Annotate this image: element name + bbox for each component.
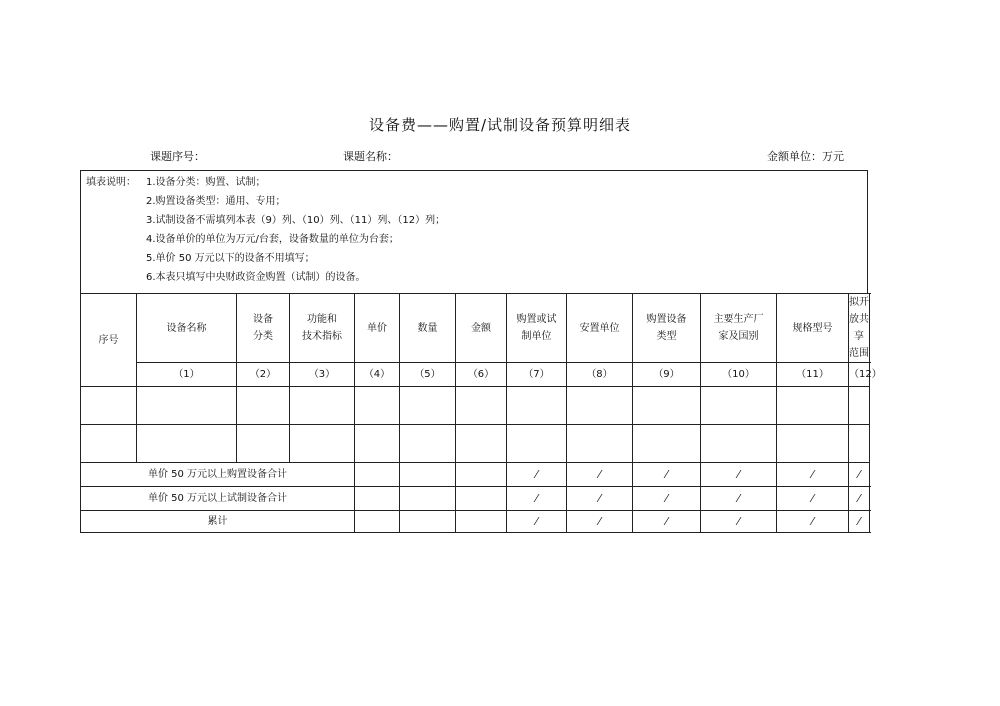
table-cell bbox=[355, 463, 400, 487]
table-cell bbox=[355, 511, 400, 533]
table-cell bbox=[567, 387, 633, 425]
header-row bbox=[81, 294, 870, 363]
col-number: （1） bbox=[137, 363, 237, 387]
header-model: 规格型号 bbox=[777, 294, 849, 363]
col-number: （5） bbox=[400, 363, 456, 387]
table-cell bbox=[849, 425, 870, 463]
slash-mark: ⁄ bbox=[777, 511, 849, 533]
header-amount: 金额 bbox=[456, 294, 507, 363]
summary-label: 单价 50 万元以上试制设备合计 bbox=[81, 487, 355, 511]
header-quantity: 数量 bbox=[400, 294, 456, 363]
table-cell bbox=[507, 387, 567, 425]
slash-mark: ⁄ bbox=[633, 511, 701, 533]
table-cell bbox=[137, 387, 237, 425]
table-cell bbox=[777, 387, 849, 425]
table-cell bbox=[400, 511, 456, 533]
table-cell bbox=[633, 425, 701, 463]
summary-label: 累计 bbox=[81, 511, 355, 533]
instruction-line: 4.设备单价的单位为万元/台套，设备数量的单位为台套； bbox=[146, 234, 399, 245]
instruction-line: 3.试制设备不需填列本表（9）列、（10）列、（11）列、（12）列； bbox=[146, 215, 446, 226]
project-number-label: 课题序号： bbox=[150, 150, 205, 163]
col-number: （6） bbox=[456, 363, 507, 387]
summary-row bbox=[81, 463, 870, 487]
slash-mark: ⁄ bbox=[849, 463, 870, 487]
slash-mark: ⁄ bbox=[567, 511, 633, 533]
header-equipment-category: 设备 分类 bbox=[237, 294, 290, 363]
col-number: （9） bbox=[633, 363, 701, 387]
summary-row bbox=[81, 511, 870, 533]
project-name-label: 课题名称： bbox=[343, 150, 398, 163]
equipment-budget-table bbox=[80, 293, 882, 533]
instruction-line: 1.设备分类：购置、试制； bbox=[146, 177, 266, 188]
slash-mark: ⁄ bbox=[777, 487, 849, 511]
table-row bbox=[81, 425, 870, 463]
table-cell bbox=[849, 387, 870, 425]
slash-mark: ⁄ bbox=[507, 511, 567, 533]
column-number-row bbox=[81, 363, 870, 387]
table-cell bbox=[400, 487, 456, 511]
table-cell bbox=[701, 387, 777, 425]
table-cell bbox=[456, 463, 507, 487]
col-number: （12） bbox=[849, 363, 870, 387]
col-number: （7） bbox=[507, 363, 567, 387]
table-cell bbox=[237, 425, 290, 463]
table-cell bbox=[400, 425, 456, 463]
summary-row bbox=[81, 487, 870, 511]
table-row bbox=[81, 387, 870, 425]
table-cell bbox=[701, 425, 777, 463]
table-cell bbox=[777, 425, 849, 463]
table-cell bbox=[456, 511, 507, 533]
instruction-line: 5.单价 50 万元以下的设备不用填写； bbox=[146, 253, 315, 264]
table-cell bbox=[355, 487, 400, 511]
header-placement-unit: 安置单位 bbox=[567, 294, 633, 363]
instruction-line: 2.购置设备类型：通用、专用； bbox=[146, 196, 286, 207]
amount-unit-label: 金额单位：万元 bbox=[767, 150, 844, 163]
slash-mark: ⁄ bbox=[701, 511, 777, 533]
header-manufacturer: 主要生产厂 家及国别 bbox=[701, 294, 777, 363]
instructions-label: 填表说明： bbox=[86, 177, 136, 188]
summary-label: 单价 50 万元以上购置设备合计 bbox=[81, 463, 355, 487]
slash-mark: ⁄ bbox=[567, 487, 633, 511]
col-number: （4） bbox=[355, 363, 400, 387]
page-title: 设备费——购置/试制设备预算明细表 bbox=[368, 116, 632, 134]
slash-mark: ⁄ bbox=[507, 463, 567, 487]
slash-mark: ⁄ bbox=[507, 487, 567, 511]
table-cell bbox=[355, 425, 400, 463]
table-cell bbox=[507, 425, 567, 463]
table-cell bbox=[137, 425, 237, 463]
slash-mark: ⁄ bbox=[701, 463, 777, 487]
table-cell bbox=[633, 387, 701, 425]
table-cell bbox=[456, 487, 507, 511]
slash-mark: ⁄ bbox=[777, 463, 849, 487]
slash-mark: ⁄ bbox=[701, 487, 777, 511]
table-cell bbox=[237, 387, 290, 425]
table-cell bbox=[456, 387, 507, 425]
slash-mark: ⁄ bbox=[633, 487, 701, 511]
header-unit-price: 单价 bbox=[355, 294, 400, 363]
slash-mark: ⁄ bbox=[633, 463, 701, 487]
col-number: （3） bbox=[290, 363, 355, 387]
header-sharing-scope: 拟开放共享 范围 bbox=[849, 294, 870, 363]
header-function-spec: 功能和 技术指标 bbox=[290, 294, 355, 363]
col-number: （8） bbox=[567, 363, 633, 387]
col-number: （10） bbox=[701, 363, 777, 387]
col-number: （11） bbox=[777, 363, 849, 387]
header-purchase-type: 购置设备 类型 bbox=[633, 294, 701, 363]
table-cell bbox=[567, 425, 633, 463]
table-cell bbox=[81, 425, 137, 463]
slash-mark: ⁄ bbox=[849, 487, 870, 511]
table-cell bbox=[290, 425, 355, 463]
col-number: （2） bbox=[237, 363, 290, 387]
table-cell bbox=[400, 463, 456, 487]
table-cell bbox=[81, 387, 137, 425]
header-seq: 序号 bbox=[81, 294, 137, 387]
table-cell bbox=[456, 425, 507, 463]
header-purchase-unit: 购置或试 制单位 bbox=[507, 294, 567, 363]
slash-mark: ⁄ bbox=[567, 463, 633, 487]
slash-mark: ⁄ bbox=[849, 511, 870, 533]
table-cell bbox=[400, 387, 456, 425]
header-equipment-name: 设备名称 bbox=[137, 294, 237, 363]
instructions-box bbox=[80, 170, 868, 293]
table-cell bbox=[355, 387, 400, 425]
instruction-line: 6.本表只填写中央财政资金购置（试制）的设备。 bbox=[146, 272, 366, 283]
table-cell bbox=[290, 387, 355, 425]
